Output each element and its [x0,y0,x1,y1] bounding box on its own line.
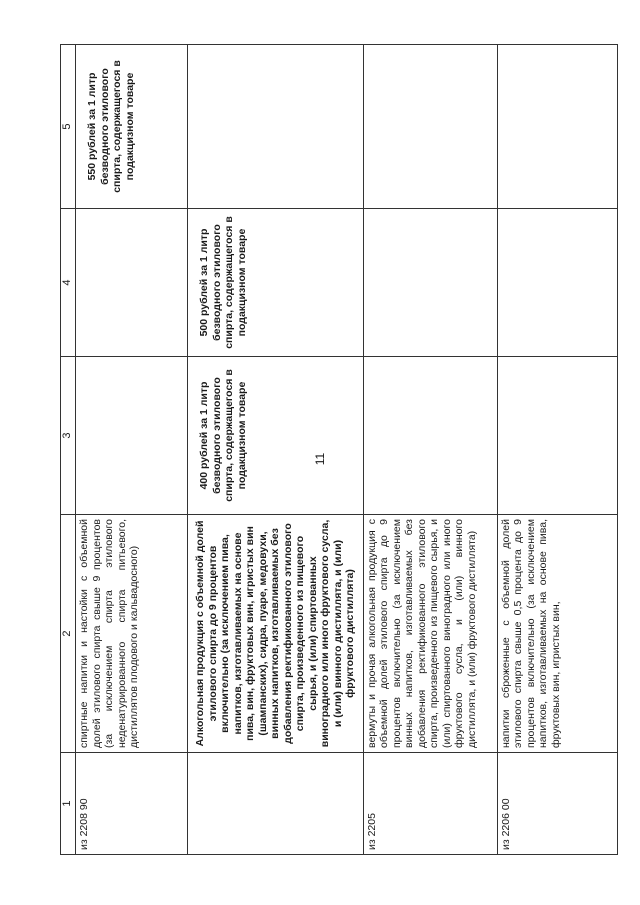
column-number-row [61,45,76,855]
product-description-cell: спиртные напитки и настойки с объемной долей этилового спирта свыше 9 процентов (за исключением спирта этилового неденатурированного спирта питьевого, дистиллятов плодового и кальвадосного) [76,515,188,753]
rate-cell-col3 [76,357,188,515]
column-number: 1 [61,753,76,855]
rate-cell-col5 [497,45,617,209]
product-description-cell: напитки сброженные с объемной долей этилового спирта свыше 0,5 процента до 9 процентов включительно (за исключением напитков, изготавливаемых на основе пива, фруктовых вин, игристых вин, [497,515,617,753]
rate-cell-col4 [363,209,497,357]
rate-cell-col4 [497,209,617,357]
page-number: 11 [313,452,327,466]
rate-cell-col5: 550 рублей за 1 литр безводного этилового спирта, содержащегося в подакцизном товаре [76,45,188,209]
product-code-cell: из 2206 00 [497,753,617,855]
table-row [76,45,188,855]
table-wrapper [60,45,580,855]
column-number: 3 [61,357,76,515]
rate-cell-col3 [363,357,497,515]
rate-cell-col3: 400 рублей за 1 литр безводного этилового спирта, содержащегося в подакцизном товаре [188,357,364,515]
column-number: 2 [61,515,76,753]
column-number: 5 [61,45,76,209]
product-code-cell: из 2208 90 [76,753,188,855]
rate-cell-col5 [188,45,364,209]
column-number: 4 [61,209,76,357]
product-code-cell [188,753,364,855]
rate-cell-col3 [497,357,617,515]
table-row [188,45,364,855]
product-code-cell: из 2205 [363,753,497,855]
excise-rates-table [60,44,618,855]
product-description-cell: вермуты и прочая алкогольная продукция с объемной долей этилового спирта до 9 процентов включительно (за исключением винных напитков, изготавливаемых без добавления ректификованного этилового спирта, произведенного из пищевого сырья, и (или) спиртованного виноградного или иного фруктового сусла, и (или) винного дистиллята, и (или) фруктового дистиллята) [363,515,497,753]
rate-cell-col4 [76,209,188,357]
rotated-region [60,45,580,855]
table-row [363,45,497,855]
table-row [497,45,617,855]
product-description-cell: Алкогольная продукция с объемной долей этилового спирта до 9 процентов включительно (за исключением пива, напитков, изготавливаемых на основе пива, вин, фруктовых вин, игристых вин (шампанских), сидра, пуаре, медовухи, винных напитков, изготавливаемых без добавления ректификованного этилового спирта, произведенного из пищевого сырья, и (или) спиртованных виноградного или иного фруктового сусла, и (или) винного дистиллята, и (или) фруктового дистиллята) [188,515,364,753]
rate-cell-col4: 500 рублей за 1 литр безводного этилового спирта, содержащегося в подакцизном товаре [188,209,364,357]
rate-cell-col5 [363,45,497,209]
